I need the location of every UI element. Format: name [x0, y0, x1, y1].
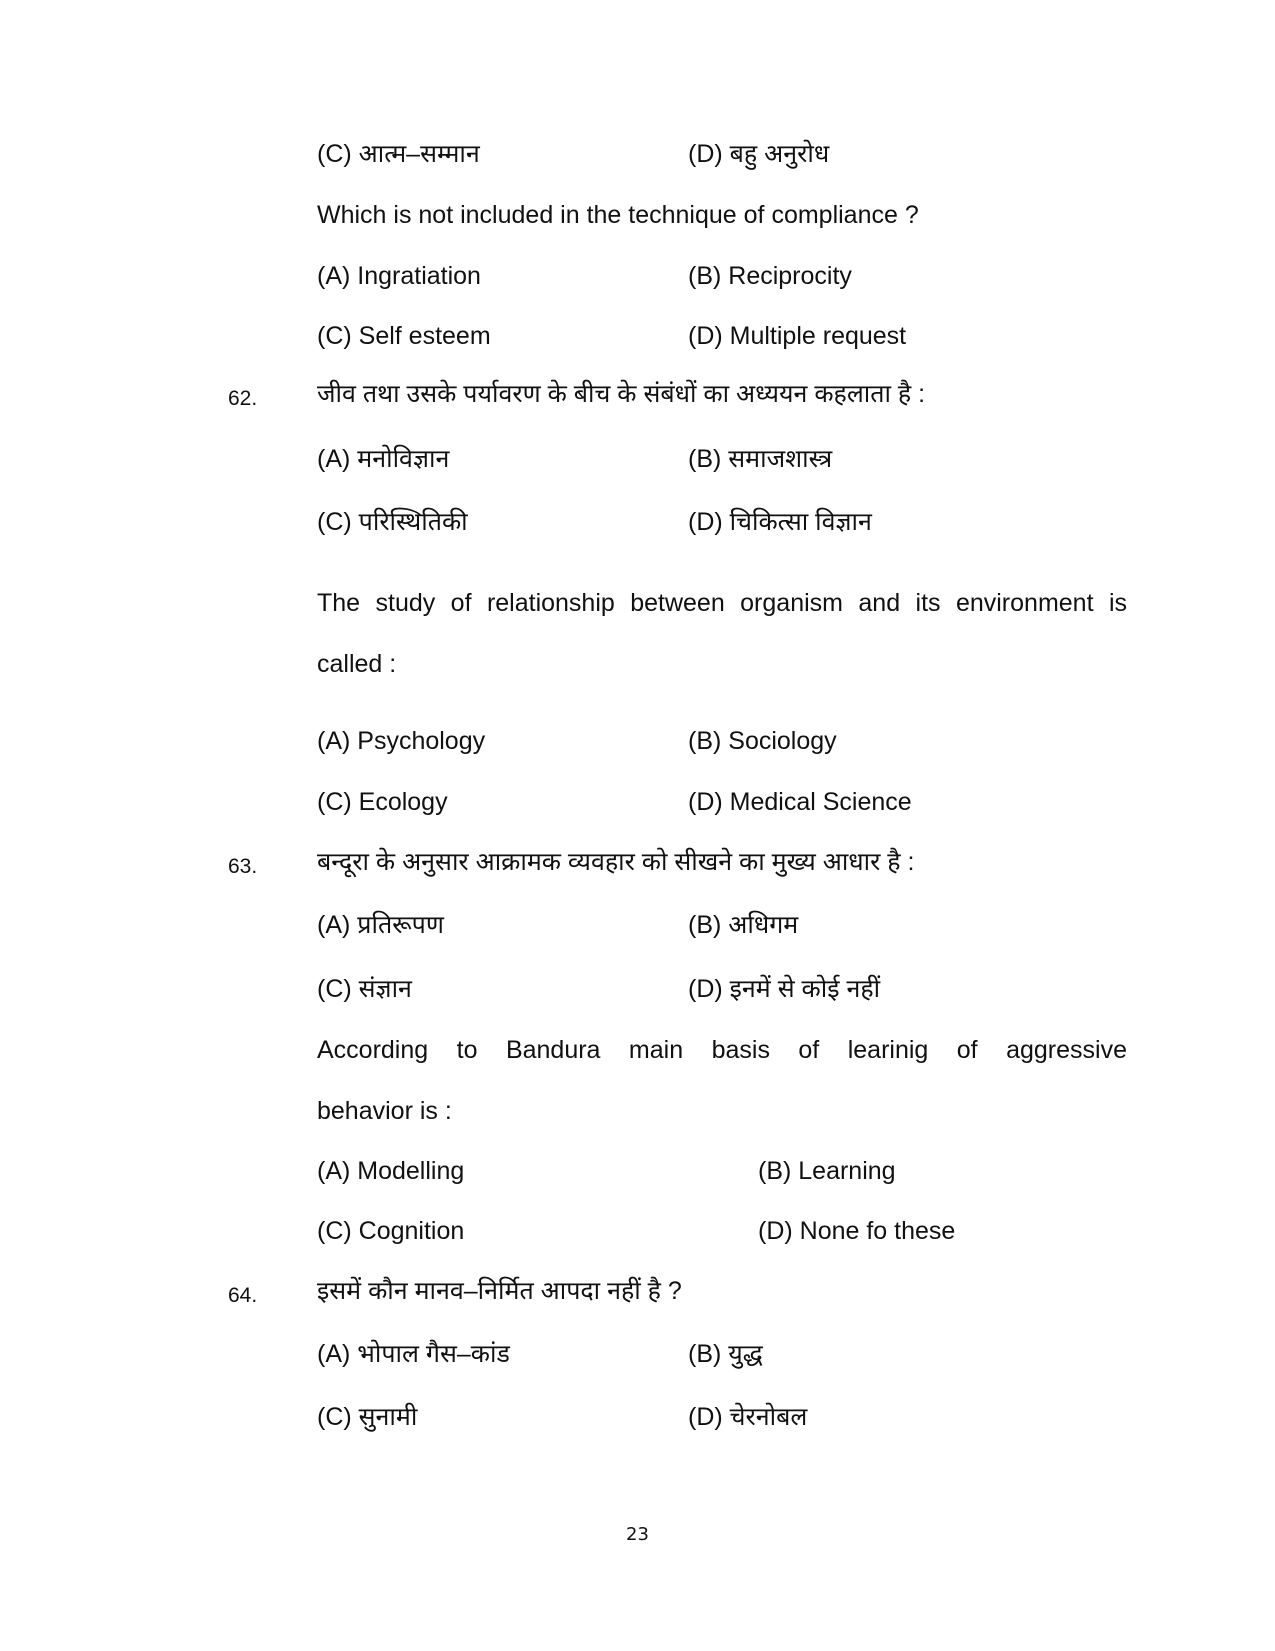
q62-number: 62. — [228, 387, 258, 410]
q62-en-option-a: (A) Psychology — [317, 727, 486, 755]
q63-question-en-line1: According to Bandura main basis of learinig of aggressive — [317, 1036, 1127, 1064]
q63-hi-option-d: (D) इनमें से कोई नहीं — [688, 975, 881, 1003]
q62-en-option-d: (D) Medical Science — [688, 788, 912, 816]
q63-en-option-a: (A) Modelling — [317, 1157, 465, 1185]
q64-hi-option-c: (C) सुनामी — [317, 1403, 418, 1431]
q63-hi-option-a: (A) प्रतिरूपण — [317, 911, 444, 939]
q62-en-option-c: (C) Ecology — [317, 788, 448, 816]
page-number: 23 — [626, 1524, 649, 1545]
q63-hi-option-b: (B) अधिगम — [688, 911, 799, 939]
q61-en-option-a: (A) Ingratiation — [317, 262, 481, 290]
q61-en-option-b: (B) Reciprocity — [688, 262, 852, 290]
q62-hi-option-b: (B) समाजशास्त्र — [688, 445, 833, 473]
q63-number: 63. — [228, 855, 258, 878]
q64-hi-option-a: (A) भोपाल गैस–कांड — [317, 1340, 510, 1368]
q61-en-option-c: (C) Self esteem — [317, 322, 491, 350]
q63-question-en-line2: behavior is : — [317, 1097, 452, 1125]
q62-question-en-line1: The study of relationship between organism and its environment is — [317, 589, 1127, 617]
q64-hi-option-d: (D) चेरनोबल — [688, 1403, 808, 1431]
q63-en-option-b: (B) Learning — [758, 1157, 896, 1185]
q62-hi-option-c: (C) परिस्थितिकी — [317, 508, 468, 536]
q64-hi-option-b: (B) युद्ध — [688, 1340, 763, 1368]
q61-hi-option-d: (D) बहु अनुरोध — [688, 140, 830, 168]
q62-en-option-b: (B) Sociology — [688, 727, 837, 755]
q62-hi-option-d: (D) चिकित्सा विज्ञान — [688, 508, 872, 536]
q63-question-hi: बन्दूरा के अनुसार आक्रामक व्यवहार को सीखने का मुख्य आधार है : — [317, 848, 915, 876]
q61-en-option-d: (D) Multiple request — [688, 322, 907, 350]
q62-question-hi: जीव तथा उसके पर्यावरण के बीच के संबंधों का अध्ययन कहलाता है : — [317, 380, 926, 408]
q62-question-en-line2: called : — [317, 650, 397, 678]
q61-question-en: Which is not included in the technique of compliance ? — [317, 201, 919, 229]
q64-number: 64. — [228, 1284, 258, 1307]
q64-question-hi: इसमें कौन मानव–निर्मित आपदा नहीं है ? — [317, 1277, 682, 1305]
q61-hi-option-c: (C) आत्म–सम्मान — [317, 140, 480, 168]
q63-en-option-c: (C) Cognition — [317, 1217, 465, 1245]
q63-en-option-d: (D) None fo these — [758, 1217, 956, 1245]
q63-hi-option-c: (C) संज्ञान — [317, 975, 412, 1003]
q62-hi-option-a: (A) मनोविज्ञान — [317, 445, 450, 473]
